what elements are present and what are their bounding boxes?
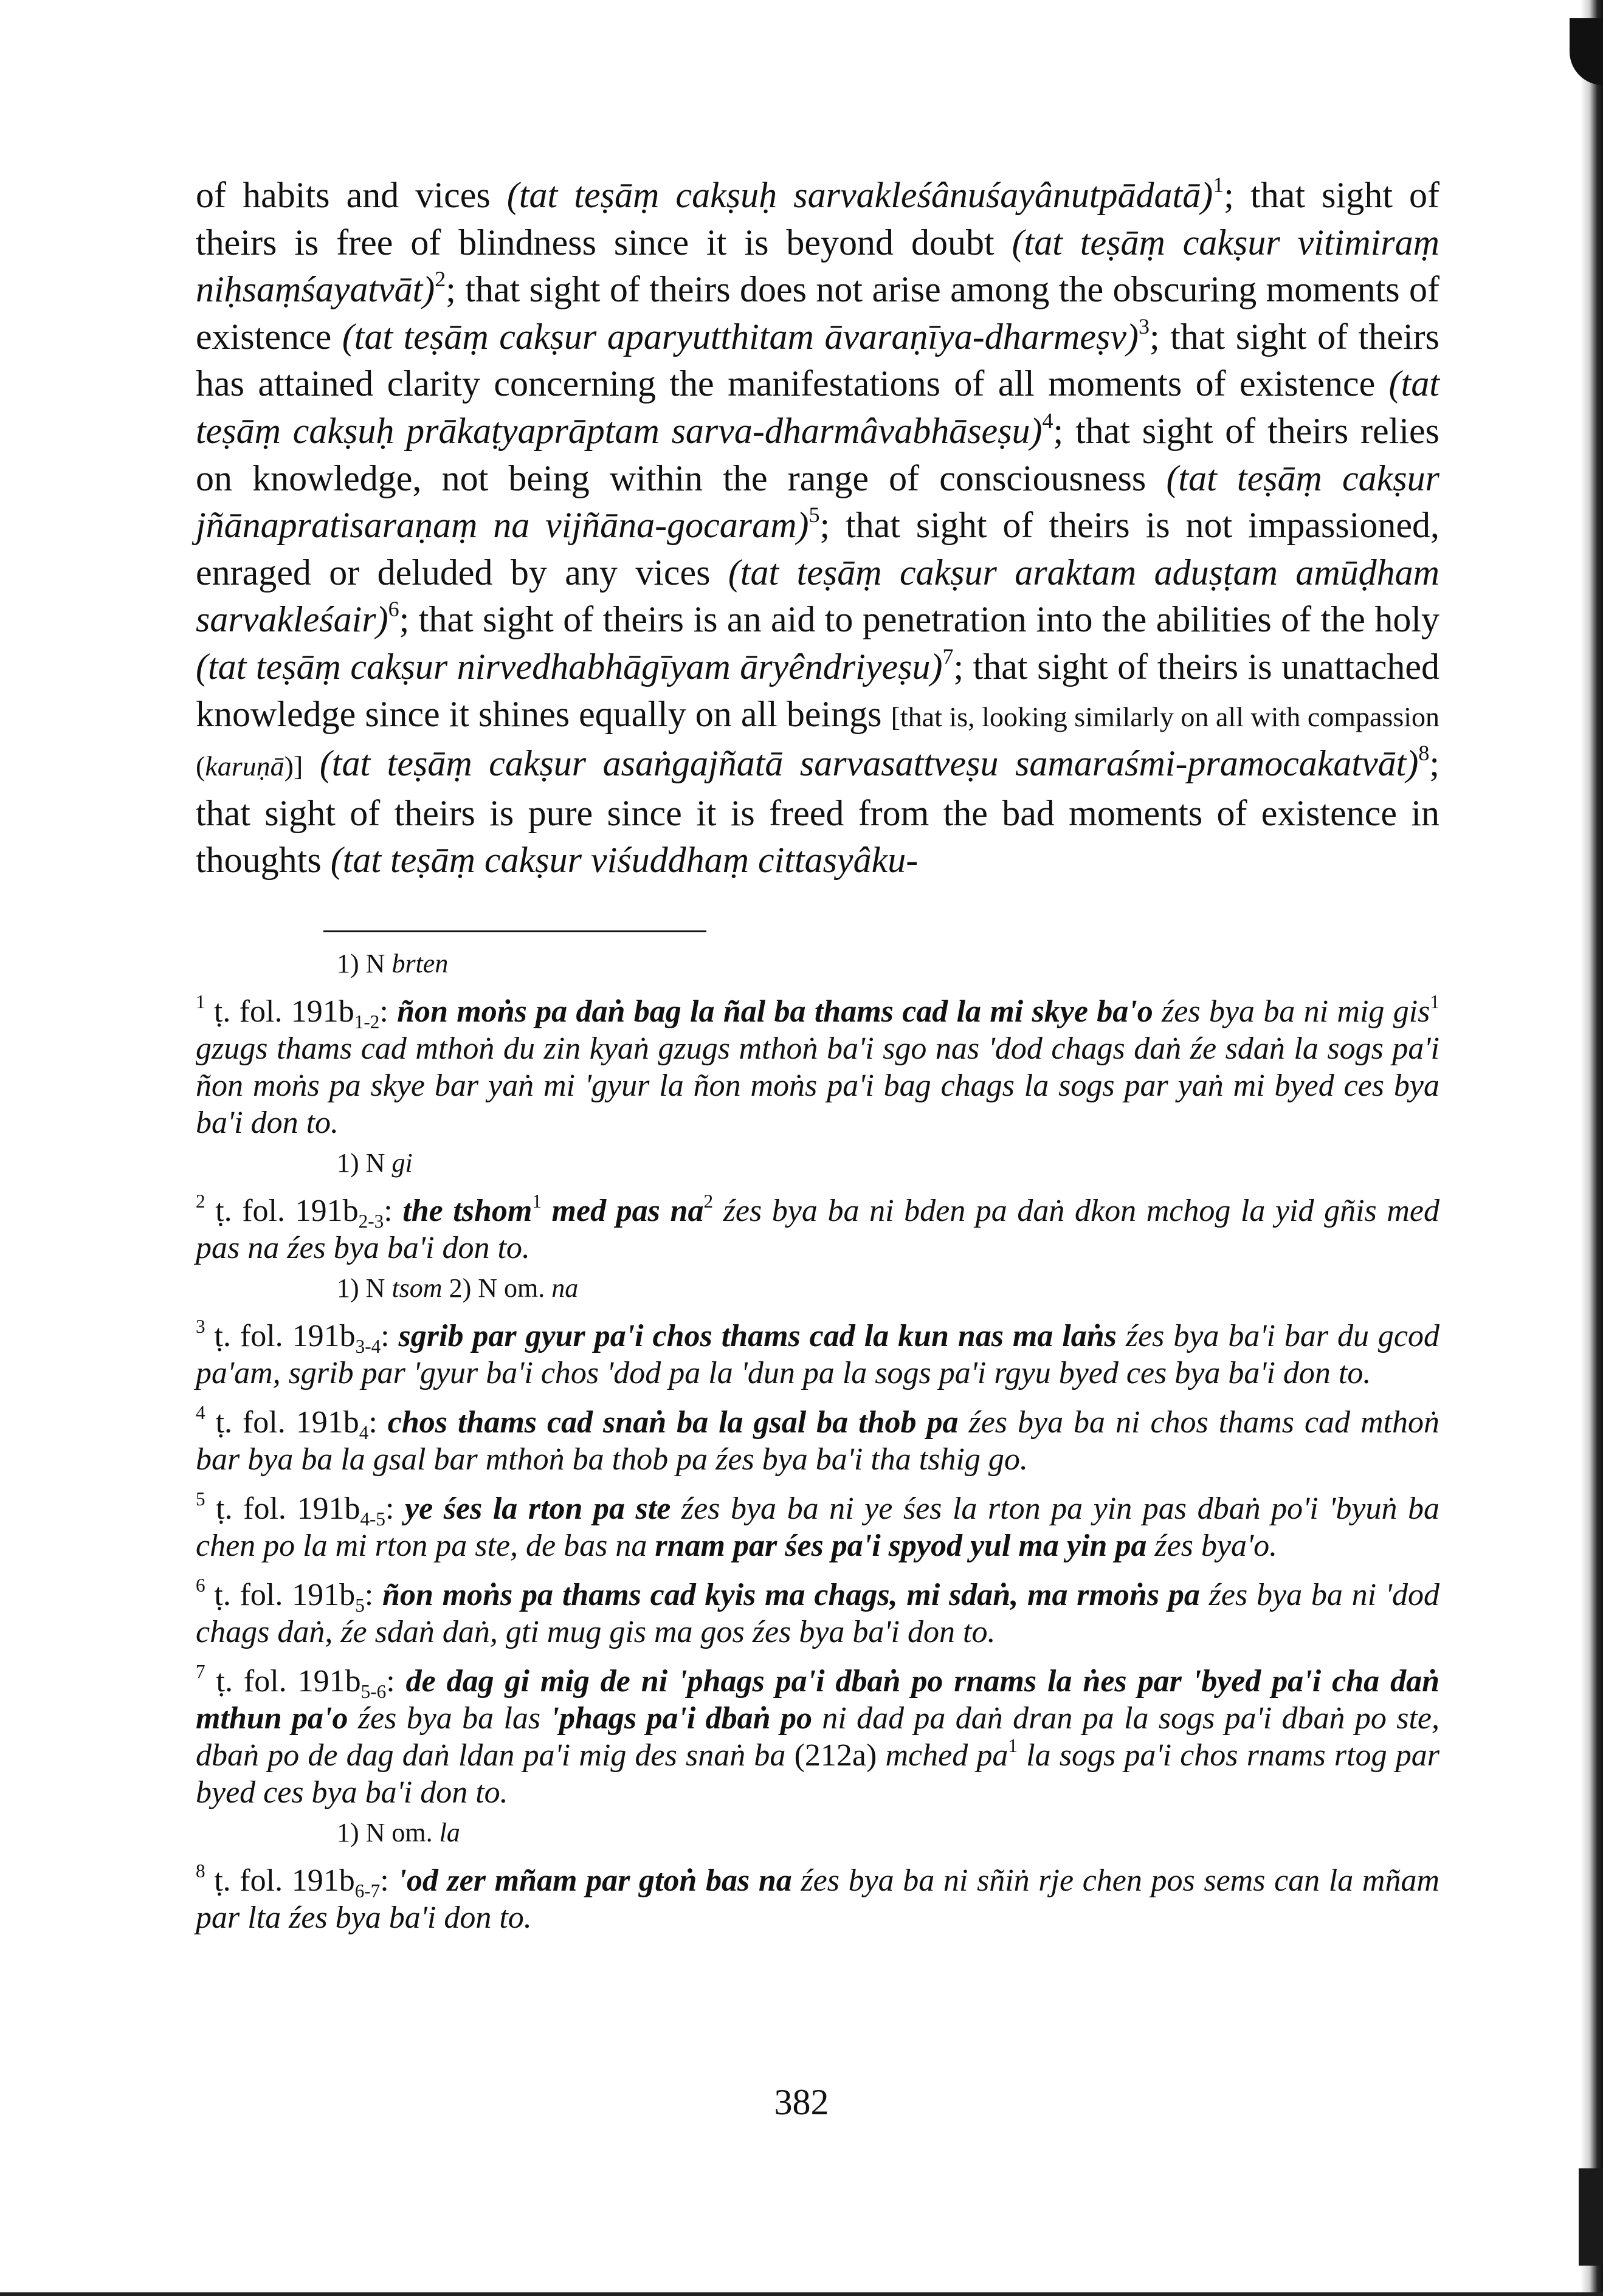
text-run: of habits and vices: [196, 175, 507, 215]
note-marker: 4: [196, 1402, 205, 1424]
bold-italic-run: med pas na: [541, 1194, 704, 1228]
footnote: [196, 1318, 1439, 1392]
text-run: ; that sight of theirs is not impassioned, enraged or deluded by any vices: [196, 505, 1439, 593]
spacer: [196, 1180, 1439, 1192]
footnotes: [196, 947, 1439, 1936]
text-run: [303, 743, 320, 783]
italic-run: (tat teṣāṃ cakṣuḥ prākaṭyaprāptam sarva-dharmâvabhāseṣu): [196, 363, 1439, 451]
text-run: :: [364, 1578, 383, 1612]
italic-run: źes bya ba ni ye śes la rton pa yin pas dbaṅ po'i 'byuṅ ba chen po la mi rton pa ste, de bas na: [196, 1491, 1439, 1563]
note-marker: 1: [196, 991, 205, 1013]
note-marker: 5: [196, 1488, 205, 1510]
text-run: (212a): [794, 1738, 877, 1773]
text-run: 1) N om.: [337, 1818, 440, 1847]
note-marker: 4: [1042, 408, 1053, 433]
variant-note: [196, 1271, 1439, 1305]
text-run: 2) N om.: [442, 1273, 552, 1303]
variant-note: [196, 947, 1439, 981]
text-run: ṭ. fol. 191b: [205, 1491, 360, 1526]
text-run: ṭ. fol. 191b: [205, 1578, 356, 1612]
footnote: [196, 1663, 1439, 1811]
spacer: [196, 1478, 1439, 1490]
scan-bottom-right-artifact: [1579, 2168, 1603, 2266]
spacer: [196, 981, 1439, 993]
italic-run: źes bya ba ni 'dod chags daṅ, źe sdaṅ daṅ, gti mug gis ma gos źes bya ba'i don to.: [196, 1578, 1440, 1649]
italic-run: (tat teṣāṃ cakṣur viśuddhaṃ cittasyâku-: [330, 840, 919, 881]
footnote: [196, 1490, 1439, 1564]
bracketed-gloss: [that is, looking similarly on all with compassion (: [196, 701, 1440, 782]
italic-run: ni dad pa daṅ dran pa la sogs pa'i dbaṅ po ste, dbaṅ po de dag daṅ ldan pa'i mig des snaṅ ba: [196, 1701, 1440, 1773]
note-marker: 8: [1418, 740, 1430, 765]
footnote-separator-rule: [323, 930, 706, 932]
note-marker: 2: [435, 267, 446, 291]
spacer: [196, 1305, 1439, 1318]
bracketed-gloss: )]: [284, 751, 303, 782]
text-run: :: [381, 1319, 399, 1353]
note-marker: 7: [942, 644, 954, 669]
variant-note: [196, 1146, 1439, 1180]
note-marker: 7: [196, 1661, 205, 1683]
italic-run: la: [439, 1818, 460, 1847]
text-run: :: [380, 1863, 398, 1898]
note-marker: 2: [703, 1191, 714, 1212]
spacer: [196, 1141, 1439, 1146]
note-marker: 1: [1008, 1735, 1018, 1757]
scan-top-right-artifact: [1570, 18, 1603, 85]
italic-run: (tat teṣāṃ cakṣur nirvedhabhāgīyam āryêndriyeṣu): [196, 646, 943, 687]
text-run: :: [368, 1405, 388, 1440]
spacer: [196, 1392, 1439, 1404]
bold-italic-run: 'phags pa'i dbaṅ po: [550, 1701, 812, 1736]
italic-run: źes bya ba ni chos thams cad mthoṅ bar bya ba la gsal bar mthoṅ ba thob pa źes bya ba'i tha tshig go.: [196, 1405, 1439, 1477]
italic-run: (tat teṣāṃ cakṣur aparyutthitam āvaraṇīya-dharmeṣv): [342, 316, 1139, 357]
text-run: 1) N: [337, 1273, 392, 1303]
text-run: ; that sight of theirs relies on knowledge, not being within the range of consciousness: [196, 410, 1439, 498]
text-run: ṭ. fol. 191b: [205, 1194, 359, 1228]
line-range: 6-7: [354, 1880, 381, 1902]
italic-run: gzugs thams cad mthoṅ du zin kyaṅ gzugs mthoṅ ba'i sgo nas 'dod chags daṅ źe sdaṅ la sogs pa'i ñon moṅs pa skye bar yaṅ mi 'gyur la ñon moṅs pa'i bag chags la sogs par yaṅ mi byed ces bya ba'i don to.: [196, 1031, 1439, 1140]
spacer: [196, 1651, 1439, 1663]
spacer: [196, 1850, 1439, 1862]
footnote: [196, 1192, 1439, 1267]
text-run: ; that sight of theirs has attained clarity concerning the manifestations of all moments of existence: [196, 316, 1439, 404]
text-run: 1) N: [337, 949, 392, 978]
note-marker: 1: [532, 1191, 542, 1212]
note-marker: 1: [1430, 991, 1439, 1013]
italic-run: źes bya'o.: [1146, 1528, 1278, 1563]
note-marker: 3: [196, 1316, 205, 1338]
italic-run: źes bya ba las: [348, 1701, 551, 1736]
italic-run: tsom: [391, 1273, 443, 1303]
text-run: :: [386, 1664, 406, 1699]
italic-run: mched pa: [877, 1738, 1008, 1773]
main-text: [196, 172, 1439, 884]
spacer: [196, 1811, 1439, 1816]
bold-italic-run: chos thams cad snaṅ ba la gsal ba thob pa: [387, 1405, 959, 1440]
italic-run: la sogs pa'i chos rnams rtog par byed ces bya ba'i don to.: [196, 1738, 1439, 1810]
text-run: :: [385, 1491, 405, 1526]
italic-run: brten: [391, 949, 449, 978]
italic-run: źes bya ba ni mig gis: [1153, 994, 1430, 1029]
note-marker: 3: [1138, 314, 1150, 339]
italic-run: (tat teṣāṃ cakṣur vitimiraṃ niḥsaṃśayatvāt): [196, 222, 1439, 310]
text-run: ṭ. fol. 191b: [205, 1319, 356, 1353]
scan-bottom-edge: [0, 2292, 1603, 2296]
bold-italic-run: ye śes la rton pa ste: [405, 1491, 671, 1526]
text-run: ; that sight of theirs is unattached knowledge since it shines equally on all beings: [196, 646, 1439, 734]
bold-italic-run: de dag gi mig de ni 'phags pa'i dbaṅ po rnams la ṅes par 'byed pa'i cha daṅ mthun pa'o: [196, 1664, 1439, 1736]
line-range: 4: [359, 1421, 369, 1443]
text-run: ; that sight of theirs is pure since it is freed from the bad moments of existence in thoughts: [196, 743, 1439, 881]
line-range: 5: [355, 1594, 365, 1616]
italic-run: źes bya ba ni sñiṅ rje chen pos sems can la mñam par lta źes bya ba'i don to.: [196, 1863, 1439, 1935]
text-run: :: [384, 1194, 403, 1228]
scan-right-edge-shadow: [1581, 0, 1603, 2296]
text-run: ; that sight of theirs is free of blindness since it is beyond doubt: [196, 175, 1440, 263]
italic-run: (tat teṣāṃ cakṣuḥ sarvakleśânuśayânutpādatā): [506, 175, 1213, 215]
italic-run: źes bya ba'i bar du gcod pa'am, sgrib par 'gyur ba'i chos 'dod pa la 'dun pa la sogs pa'i rgyu byed ces bya ba'i don to.: [196, 1319, 1439, 1390]
footnote: [196, 993, 1439, 1141]
line-range: 3-4: [355, 1335, 381, 1357]
text-run: ; that sight of theirs is an aid to penetration into the abilities of the holy: [399, 599, 1439, 640]
note-marker: 1: [1213, 172, 1224, 197]
bold-italic-run: the tshom: [402, 1194, 533, 1228]
italic-run: (tat teṣāṃ cakṣur jñānapratisaraṇaṃ na vijñāna-gocaram): [196, 458, 1440, 546]
line-range: 2-3: [358, 1210, 384, 1232]
text-run: :: [379, 994, 398, 1029]
bold-italic-run: ñon moṅs pa thams cad kyis ma chags, mi sdaṅ, ma rmoṅs pa: [382, 1578, 1200, 1612]
text-run: ṭ. fol. 191b: [205, 1405, 359, 1440]
bold-italic-run: ñon moṅs pa daṅ bag la ñal ba thams cad la mi skye ba'o: [397, 994, 1153, 1029]
italic-run: na: [551, 1273, 579, 1303]
line-range: 1-2: [354, 1011, 380, 1033]
text-run: ; that sight of theirs does not arise among the obscuring moments of existence: [196, 269, 1439, 357]
text-run: ṭ. fol. 191b: [205, 1863, 355, 1898]
text-run: 1) N: [337, 1148, 392, 1178]
italic-run: źes bya ba ni bden pa daṅ dkon mchog la yid gñis med pas na źes bya ba'i don to.: [196, 1194, 1440, 1265]
line-range: 5-6: [360, 1680, 387, 1702]
bold-italic-run: rnam par śes pa'i spyod yul ma yin pa: [655, 1528, 1147, 1563]
note-marker: 6: [388, 597, 399, 622]
bracketed-gloss-italic: karuṇā: [205, 751, 284, 782]
note-marker: 5: [808, 502, 820, 527]
italic-run: gi: [391, 1148, 413, 1178]
italic-run: (tat teṣāṃ cakṣur araktam aduṣṭam amūḍham sarvakleśair): [196, 552, 1439, 640]
bold-italic-run: 'od zer mñam par gtoṅ bas na: [398, 1863, 792, 1898]
note-marker: 8: [196, 1860, 205, 1882]
note-marker: 6: [196, 1575, 205, 1597]
main-paragraph: [196, 172, 1439, 884]
note-marker: 2: [196, 1191, 205, 1212]
spacer: [196, 1267, 1439, 1271]
spacer: [196, 1564, 1439, 1576]
italic-run: (tat teṣāṃ cakṣur asaṅgajñatā sarvasattveṣu samaraśmi-pramocakatvāt): [319, 743, 1419, 784]
line-range: 4-5: [360, 1508, 386, 1530]
footnote: [196, 1576, 1439, 1651]
page-number: 382: [774, 2082, 829, 2122]
bold-italic-run: sgrib par gyur pa'i chos thams cad la kun nas ma laṅs: [398, 1319, 1117, 1353]
variant-note: [196, 1816, 1439, 1850]
footnote: [196, 1404, 1439, 1478]
text-run: ṭ. fol. 191b: [205, 1664, 361, 1699]
footnote: [196, 1862, 1439, 1936]
text-run: ṭ. fol. 191b: [205, 994, 354, 1029]
